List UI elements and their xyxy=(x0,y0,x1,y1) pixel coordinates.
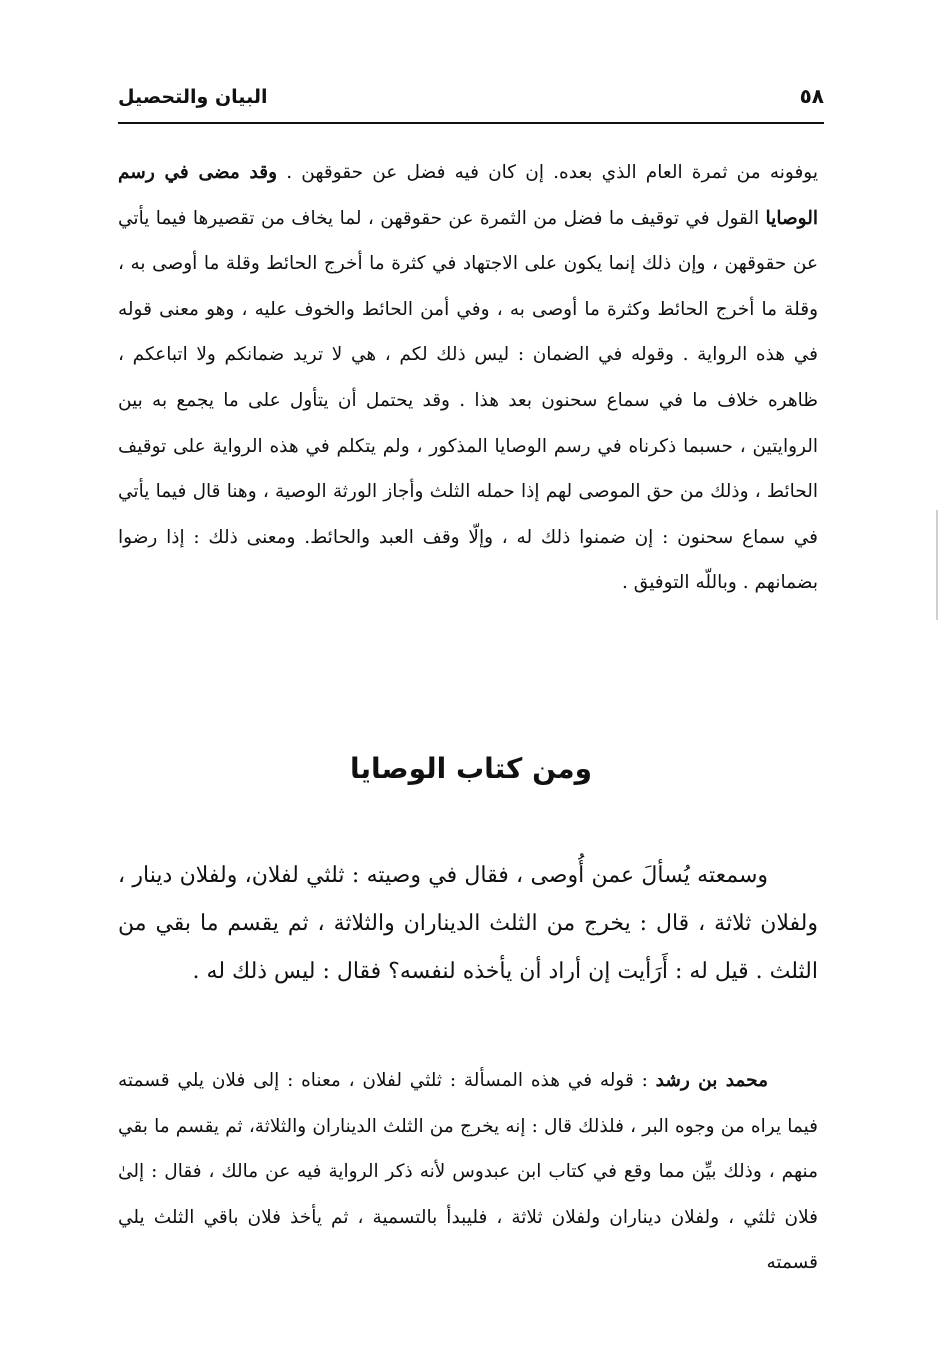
paragraph-commentary xyxy=(118,150,818,606)
header-rule xyxy=(118,122,824,124)
scan-edge-mark xyxy=(936,510,938,620)
paragraph-text: القول في توقيف ما فضل من الثمرة عن حقوقهن ، لما يخاف من تقصيرها فيما يأتي عن حقوقهن ، وإن ذلك إنما يكون على الاجتهاد في كثرة ما أخرج الحائط وقلة ما أوصى به ، وقلة ما أخرج الحائط وكثرة ما أوصى به ، وفي أمن الحائط والخوف عليه ، وهو معنى قوله في هذه الرواية . وقوله في الضمان : ليس ذلك لكم ، هي لا تريد ضمانكم ولا اتباعكم ، ظاهره خلاف ما في سماع سحنون بعد هذا . وقد يحتمل أن يتأول على ما يجمع به بين الروايتين ، حسبما ذكرناه في رسم الوصايا المذكور ، ولم يتكلم في هذه الرواية على توقيف الحائط ، وذلك من حق الموصى لهم إذا حمله الثلث وأجاز الورثة الوصية ، وهنا قال فيما يأتي في سماع سحنون : إن ضمنوا ذلك له ، وإلّا وقف العبد والحائط. ومعنى ذلك : إذا رضوا بضمانهم . وباللّه التوفيق . xyxy=(118,207,818,594)
paragraph-explanation xyxy=(118,1058,818,1286)
bold-phrase: وقد مضى في رسم الوصايا xyxy=(118,162,818,229)
author-name: محمد بن رشد xyxy=(655,1070,768,1091)
paragraph-text: يوفونه من ثمرة العام الذي بعده. إن كان فيه فضل عن حقوقهن . xyxy=(286,162,818,183)
running-header xyxy=(118,82,824,124)
paragraph-text: وسمعته يُسألَ عمن أُوصى ، فقال في وصيته : ثلثي لفلان، ولفلان دينار ، ولفلان ثلاثة ، قال : يخرج من الثلث الديناران والثلاثة ، ثم يقسم ما بقي من الثلث . قيل له : أَرَأيت إن أراد أن يأخذه لنفسه؟ فقال : ليس ذلك له . xyxy=(118,863,818,984)
page-number: ٥٨ xyxy=(799,84,824,108)
paragraph-text: : قوله في هذه المسألة : ثلثي لفلان ، معناه : إلى فلان يلي قسمته فيما يراه من وجوه البر ، فلذلك قال : إنه يخرج من الثلث الديناران والثلاثة، ثم يقسم ما بقي منهم ، وذلك بيِّن مما وقع في كتاب ابن عبدوس لأنه ذكر الرواية فيه عن مالك ، فقال : إلىٰ فلان ثلثي ، ولفلان ديناران ولفلان ثلاثة ، فليبدأ بالتسمية ، ثم يأخذ فلان باقي الثلث يلي قسمته xyxy=(118,1070,818,1273)
paragraph-question xyxy=(118,852,818,996)
running-title: البيان والتحصيل xyxy=(118,86,268,108)
section-heading: ومن كتاب الوصايا xyxy=(349,752,593,785)
